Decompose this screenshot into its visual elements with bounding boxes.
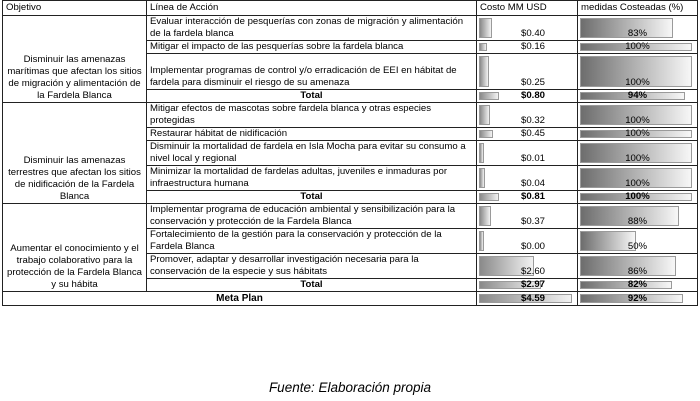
action-line-cell: Promover, adaptar y desarrollar investigación necesaria para la conservación de la especie y sus hábitats bbox=[147, 254, 477, 279]
meta-plan-row bbox=[3, 292, 698, 306]
cost-value: $0.25 bbox=[520, 77, 545, 88]
meta-plan-label: Meta Plan bbox=[3, 292, 477, 306]
pct-cell bbox=[578, 254, 698, 279]
cost-cell bbox=[477, 141, 578, 166]
pct-value: 92% bbox=[627, 293, 648, 304]
cost-value: $0.37 bbox=[520, 216, 545, 227]
cost-value: $0.40 bbox=[520, 28, 545, 39]
pct-value: 82% bbox=[627, 279, 648, 290]
pct-cell bbox=[578, 204, 698, 229]
pct-value: 100% bbox=[625, 77, 650, 88]
pct-value: 50% bbox=[627, 241, 648, 252]
cost-cell bbox=[477, 254, 578, 279]
header-costo: Costo MM USD bbox=[477, 1, 578, 16]
cost-cell bbox=[477, 229, 578, 254]
pct-cell bbox=[578, 90, 698, 103]
cost-value: $0.01 bbox=[520, 153, 545, 164]
action-plan-table bbox=[2, 0, 698, 306]
cost-value: $0.16 bbox=[520, 41, 545, 52]
cost-value: $0.00 bbox=[520, 241, 545, 252]
action-line-cell: Evaluar interacción de pesquerías con zonas de migración y alimentación de la fardela blanca bbox=[147, 16, 477, 41]
cost-value: $0.81 bbox=[520, 191, 545, 202]
total-label: Total bbox=[147, 191, 477, 204]
objective-cell: Disminuir las amenazas marítimas que afectan los sitios de migración y alimentación de la Fardela Blanca bbox=[3, 16, 147, 103]
cost-cell bbox=[477, 41, 578, 54]
total-label: Total bbox=[147, 90, 477, 103]
action-line-cell: Mitigar efectos de mascotas sobre fardela blanca y otras especies protegidas bbox=[147, 103, 477, 128]
pct-value: 100% bbox=[625, 115, 650, 126]
pct-value: 100% bbox=[625, 178, 650, 189]
cost-value: $2.97 bbox=[520, 279, 545, 290]
cost-cell bbox=[477, 204, 578, 229]
table-row bbox=[3, 204, 698, 229]
table-row bbox=[3, 103, 698, 128]
table-body bbox=[3, 16, 698, 306]
cost-cell bbox=[477, 128, 578, 141]
cost-value: $0.80 bbox=[520, 90, 545, 101]
pct-cell bbox=[578, 141, 698, 166]
cost-value: $0.45 bbox=[520, 128, 545, 139]
cost-cell bbox=[477, 292, 578, 306]
pct-value: 100% bbox=[625, 191, 650, 202]
pct-value: 100% bbox=[625, 153, 650, 164]
source-caption: Fuente: Elaboración propia bbox=[268, 380, 432, 395]
cost-cell bbox=[477, 166, 578, 191]
cost-cell bbox=[477, 16, 578, 41]
pct-cell bbox=[578, 191, 698, 204]
header-medidas: medidas Costeadas (%) bbox=[578, 1, 698, 16]
cost-value: $2.60 bbox=[520, 266, 545, 277]
cost-value: $4.59 bbox=[520, 293, 545, 304]
action-line-cell: Minimizar la mortalidad de fardelas adultas, juveniles e inmaduras por infraestructura humana bbox=[147, 166, 477, 191]
pct-cell bbox=[578, 41, 698, 54]
pct-cell bbox=[578, 103, 698, 128]
header-row bbox=[3, 1, 698, 16]
pct-value: 88% bbox=[627, 216, 648, 227]
cost-cell bbox=[477, 279, 578, 292]
cost-cell bbox=[477, 191, 578, 204]
action-line-cell: Fortalecimiento de la gestión para la conservación y protección de la Fardela Blanca bbox=[147, 229, 477, 254]
action-line-cell: Implementar programas de control y/o erradicación de EEI en hábitat de fardela para disminuir el riesgo de su amenaza bbox=[147, 54, 477, 90]
objective-cell: Disminuir las amenazas terrestres que afectan los sitios de nidificación de la Fardela Blanca bbox=[3, 103, 147, 204]
cost-value: $0.32 bbox=[520, 115, 545, 126]
total-label: Total bbox=[147, 279, 477, 292]
pct-cell bbox=[578, 16, 698, 41]
header-objetivo: Objetivo bbox=[3, 1, 147, 16]
cost-cell bbox=[477, 103, 578, 128]
cost-cell bbox=[477, 54, 578, 90]
table-row bbox=[3, 16, 698, 41]
pct-value: 100% bbox=[625, 128, 650, 139]
action-line-cell: Disminuir la mortalidad de fardela en Isla Mocha para evitar su consumo a nivel local y regional bbox=[147, 141, 477, 166]
pct-value: 83% bbox=[627, 28, 648, 39]
objective-cell: Aumentar el conocimiento y el trabajo colaborativo para la protección de la Fardela Blanca y su hábita bbox=[3, 204, 147, 292]
action-line-cell: Mitigar el impacto de las pesquerías sobre la fardela blanca bbox=[147, 41, 477, 54]
pct-value: 94% bbox=[627, 90, 648, 101]
pct-cell bbox=[578, 54, 698, 90]
pct-cell bbox=[578, 279, 698, 292]
cost-cell bbox=[477, 90, 578, 103]
action-line-cell: Restaurar hábitat de nidificación bbox=[147, 128, 477, 141]
pct-cell bbox=[578, 292, 698, 306]
pct-cell bbox=[578, 229, 698, 254]
header-linea: Línea de Acción bbox=[147, 1, 477, 16]
pct-cell bbox=[578, 166, 698, 191]
action-line-cell: Implementar programa de educación ambiental y sensibilización para la conservación y protección de la Fardela Blanca bbox=[147, 204, 477, 229]
pct-value: 86% bbox=[627, 266, 648, 277]
pct-value: 100% bbox=[625, 41, 650, 52]
pct-cell bbox=[578, 128, 698, 141]
cost-value: $0.04 bbox=[520, 178, 545, 189]
